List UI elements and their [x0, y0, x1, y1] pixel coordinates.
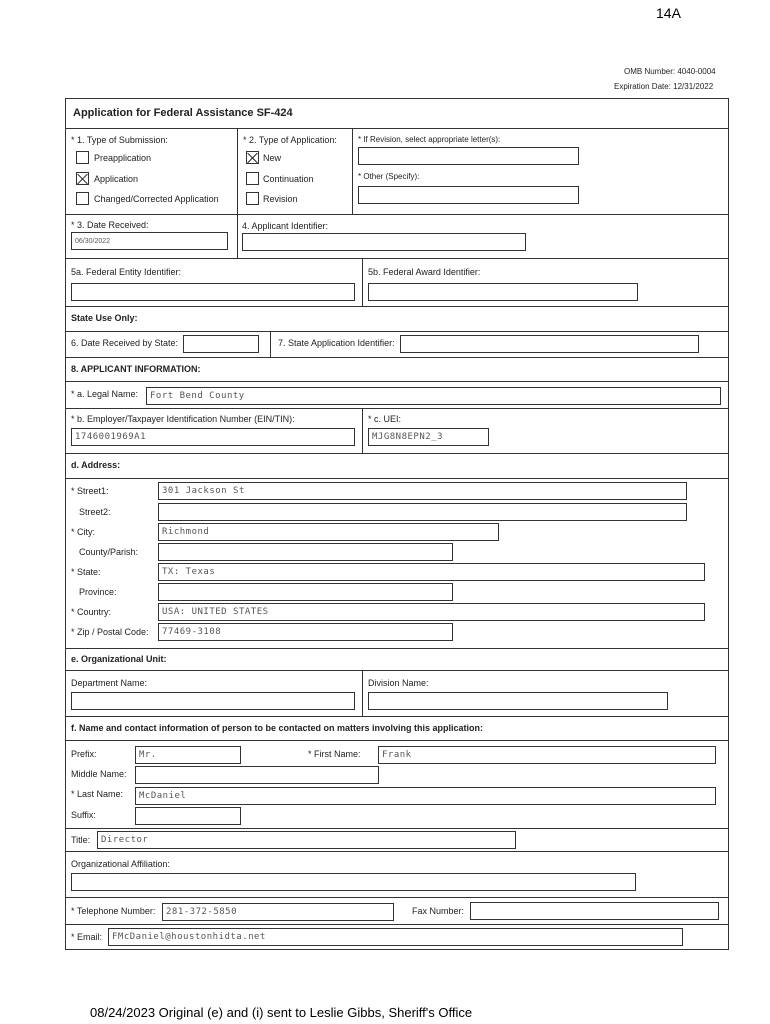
divider: [352, 128, 353, 214]
divider: [237, 214, 238, 258]
street2-input[interactable]: [158, 503, 687, 521]
zip-input[interactable]: 77469-3108: [158, 623, 453, 641]
continuation-label: Continuation: [263, 174, 314, 184]
form-title: Application for Federal Assistance SF-424: [73, 107, 293, 119]
preapplication-checkbox[interactable]: [76, 151, 89, 164]
email-input[interactable]: FMcDaniel@houstonhidta.net: [108, 928, 683, 946]
department-label: Department Name:: [71, 678, 148, 688]
revision-label: Revision: [263, 194, 298, 204]
other-specify-input[interactable]: [358, 186, 579, 204]
province-label: Province:: [79, 587, 117, 597]
federal-award-input[interactable]: [368, 283, 638, 301]
prefix-input[interactable]: Mr.: [135, 746, 241, 764]
applicant-identifier-label: 4. Applicant Identifier:: [242, 221, 329, 231]
zip-label: * Zip / Postal Code:: [71, 627, 149, 637]
divider: [362, 258, 363, 306]
divider: [65, 828, 729, 829]
divider: [65, 128, 729, 129]
divider: [270, 331, 271, 357]
changed-corrected-checkbox[interactable]: [76, 192, 89, 205]
title-input[interactable]: Director: [97, 831, 516, 849]
divider: [65, 453, 729, 454]
divider: [65, 381, 729, 382]
state-use-heading: State Use Only:: [71, 313, 138, 323]
application-label: Application: [94, 174, 139, 184]
submission-type-label: * 1. Type of Submission:: [71, 135, 168, 145]
state-input[interactable]: TX: Texas: [158, 563, 705, 581]
org-unit-heading: e. Organizational Unit:: [71, 654, 167, 664]
divider: [65, 648, 729, 649]
expiration-date: Expiration Date: 12/31/2022: [614, 82, 714, 91]
affiliation-label: Organizational Affiliation:: [71, 859, 170, 869]
changed-corrected-label: Changed/Corrected Application: [94, 194, 219, 204]
ein-input[interactable]: 1746001969A1: [71, 428, 355, 446]
federal-entity-label: 5a. Federal Entity Identifier:: [71, 267, 182, 277]
title-label: Title:: [71, 835, 91, 845]
date-received-label: * 3. Date Received:: [71, 220, 149, 230]
footer-note: 08/24/2023 Original (e) and (i) sent to Leslie Gibbs, Sheriff's Office: [90, 1005, 473, 1020]
county-input[interactable]: [158, 543, 453, 561]
first-name-label: * First Name:: [308, 749, 361, 759]
divider: [65, 924, 729, 925]
street2-label: Street2:: [79, 507, 111, 517]
prefix-label: Prefix:: [71, 749, 97, 759]
last-name-input[interactable]: McDaniel: [135, 787, 716, 805]
last-name-label: * Last Name:: [71, 789, 124, 799]
revision-checkbox[interactable]: [246, 192, 259, 205]
phone-input[interactable]: 281-372-5850: [162, 903, 394, 921]
page-mark: 14A: [656, 5, 681, 21]
street1-input[interactable]: 301 Jackson St: [158, 482, 687, 500]
preapplication-label: Preapplication: [94, 153, 152, 163]
application-checkbox[interactable]: [76, 172, 89, 185]
divider: [362, 670, 363, 716]
middle-name-input[interactable]: [135, 766, 379, 784]
legal-name-label: * a. Legal Name:: [71, 389, 139, 399]
applicant-info-heading: 8. APPLICANT INFORMATION:: [71, 364, 201, 374]
applicant-identifier-input[interactable]: [242, 233, 526, 251]
revision-letter-label: * If Revision, select appropriate letter(s):: [358, 135, 501, 144]
phone-label: * Telephone Number:: [71, 906, 156, 916]
county-label: County/Parish:: [79, 547, 139, 557]
address-heading: d. Address:: [71, 460, 121, 470]
uei-input[interactable]: MJG8N8EPN2_3: [368, 428, 489, 446]
date-received-input[interactable]: 06/30/2022: [71, 232, 228, 250]
federal-award-label: 5b. Federal Award Identifier:: [368, 267, 481, 277]
divider: [65, 740, 729, 741]
revision-letter-input[interactable]: [358, 147, 579, 165]
new-label: New: [263, 153, 282, 163]
state-label: * State:: [71, 567, 101, 577]
first-name-input[interactable]: Frank: [378, 746, 716, 764]
state-date-label: 6. Date Received by State:: [71, 338, 179, 348]
country-label: * Country:: [71, 607, 112, 617]
divider: [65, 331, 729, 332]
application-type-label: * 2. Type of Application:: [243, 135, 337, 145]
divider: [237, 128, 238, 214]
uei-label: * c. UEI:: [368, 414, 402, 424]
fax-label: Fax Number:: [412, 906, 465, 916]
middle-name-label: Middle Name:: [71, 769, 127, 779]
divider: [65, 716, 729, 717]
federal-entity-input[interactable]: [71, 283, 355, 301]
division-input[interactable]: [368, 692, 668, 710]
divider: [65, 670, 729, 671]
affiliation-input[interactable]: [71, 873, 636, 891]
email-label: * Email:: [71, 932, 103, 942]
state-date-input[interactable]: [183, 335, 259, 353]
divider: [65, 478, 729, 479]
province-input[interactable]: [158, 583, 453, 601]
department-input[interactable]: [71, 692, 355, 710]
city-input[interactable]: Richmond: [158, 523, 499, 541]
ein-label: * b. Employer/Taxpayer Identification Number (EIN/TIN):: [71, 414, 295, 424]
divider: [65, 408, 729, 409]
contact-heading: f. Name and contact information of person to be contacted on matters involving this application:: [71, 723, 484, 733]
suffix-input[interactable]: [135, 807, 241, 825]
continuation-checkbox[interactable]: [246, 172, 259, 185]
divider: [65, 851, 729, 852]
state-app-id-input[interactable]: [400, 335, 699, 353]
country-input[interactable]: USA: UNITED STATES: [158, 603, 705, 621]
divider: [65, 258, 729, 259]
fax-input[interactable]: [470, 902, 719, 920]
other-specify-label: * Other (Specify):: [358, 172, 420, 181]
divider: [65, 306, 729, 307]
divider: [65, 214, 729, 215]
divider: [65, 897, 729, 898]
street1-label: * Street1:: [71, 486, 109, 496]
suffix-label: Suffix:: [71, 810, 96, 820]
omb-number: OMB Number: 4040-0004: [624, 67, 716, 76]
divider: [362, 408, 363, 453]
state-app-id-label: 7. State Application Identifier:: [278, 338, 395, 348]
division-label: Division Name:: [368, 678, 429, 688]
new-checkbox[interactable]: [246, 151, 259, 164]
city-label: * City:: [71, 527, 96, 537]
legal-name-input[interactable]: Fort Bend County: [146, 387, 721, 405]
divider: [65, 357, 729, 358]
